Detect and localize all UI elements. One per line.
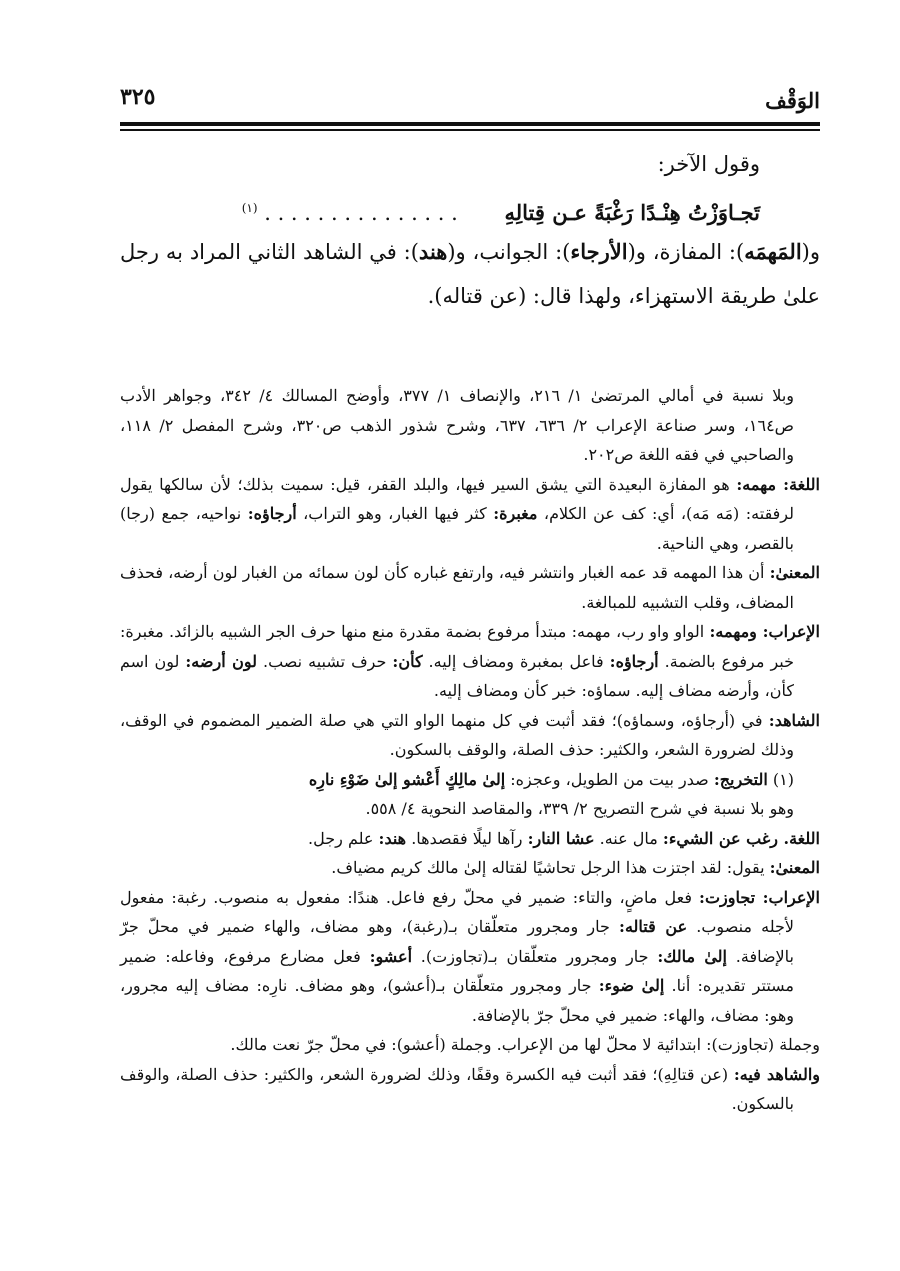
running-head: الوَقْف bbox=[765, 88, 820, 113]
gloss-paragraph: و(المَهمَه): المفازة، و(الأرجاء): الجوانب، و(هند): في الشاهد الثاني المراد به رجل علىٰ طريقة الاستهزاء، ولهذا قال: (عن قتاله). bbox=[120, 239, 820, 308]
note-mana-2: المعنىٰ: يقول: لقد اجتزت هذا الرجل تحاشيًا لقتاله إلىٰ مالك كريم مضياف. bbox=[331, 858, 820, 877]
main-text bbox=[120, 142, 820, 318]
note-lugha-2: اللغة. رغب عن الشيء: مال عنه. عشا النار: رآها ليلًا فقصدها. هند: علم رجل. bbox=[308, 828, 820, 848]
note-mana-1: المعنىٰ: أن هذا المهمه قد عمه الغبار وانتشر فيه، وارتفع غباره كأن لون سمائه من الغبار لون أرضه، فحذف المضاف، وقلب التشبيه للمبالغة. bbox=[120, 563, 820, 612]
note-shahid-2: والشاهد فيه: (عن قتالِهِ)؛ فقد أثبت فيه الكسرة وقفًا، وذلك لضرورة الشعر، والكثير: حذف الصلة، والوقف بالسكون. bbox=[120, 1064, 821, 1113]
note-irab-1: الإعراب: ومهمه: الواو واو رب، مهمه: مبتدأ مرفوع بضمة مقدرة منع منها حرف الجر الشبيه بالزائد. مغبرة: خبر مرفوع بالضمة. أرجاؤه: فاعل بمغبرة ومضاف إليه. كأن: حرف تشبيه نصب. لون أرضه: لون اسم كأن، وأرضه مضاف إليه. سماؤه: خبر كأن ومضاف إليه. bbox=[120, 622, 820, 700]
gloss-term-mahmah: المَهمَه bbox=[744, 239, 802, 264]
note-jumla: وجملة (تجاوزت): ابتدائية لا محلّ لها من الإعراب. وجملة (أعشو): في محلّ جرّ نعت مالك. bbox=[230, 1035, 820, 1054]
note-lugha-1: اللغة: مهمه: هو المفازة البعيدة التي يشق السير فيها، والبلد القفر، قيل: سميت بذلك؛ لأن سالكها يقول لرفقته: (مَه مَه)، أي: كف عن الكلام، مغبرة: كثر فيها الغبار، وهو التراب، أرجاؤه: نواحيه، جمع (رجا) بالقصر، وهي الناحية. bbox=[120, 474, 820, 553]
footnote-1-sources: وهو بلا نسبة في شرح التصريح ٢/ ٣٣٩، والمقاصد النحوية ٤/ ٥٥٨. bbox=[365, 799, 794, 818]
intro-line: وقول الآخر: bbox=[657, 152, 760, 176]
footnotes bbox=[120, 381, 820, 1119]
note-prev-takhrij: وبلا نسبة في أمالي المرتضىٰ ١/ ٢١٦، والإنصاف ١/ ٣٧٧، وأوضح المسالك ٤/ ٣٤٢، وجواهر الأدب ص١٦٤، وسر صناعة الإعراب ٢/ ٦٣٦، ٦٣٧، وشرح شذور الذهب ص٣٢٠، وشرح المفصل ٢/ ١١٨، والصاحبي في فقه اللغة ص٢٠٢. bbox=[120, 386, 795, 464]
poetry-verse bbox=[120, 186, 820, 230]
verse-second-hemistich: إلىٰ مالِكٍ أَعْشو إلىٰ ضَوْءِ نارِه bbox=[308, 769, 506, 789]
page-header bbox=[120, 84, 820, 118]
note-shahid-1: الشاهد: في (أرجاؤه، وسماؤه)؛ فقد أثبت في كل منهما الواو التي هي صلة الضمير المضموم في الوقف، وذلك لضرورة الشعر، والكثير: حذف الصلة، والوقف بالسكون. bbox=[120, 710, 820, 759]
header-rule-thick bbox=[120, 122, 820, 126]
header-rule-thin bbox=[120, 129, 820, 131]
footnote-1-number: (١) bbox=[772, 769, 794, 789]
page-number: ٣٢٥ bbox=[120, 84, 156, 110]
verse-first-hemistich: تَجـاوَزْتُ هِنْـدًا رَغْبَةً عـن قِتالِهِ bbox=[504, 200, 760, 225]
note-irab-2: الإعراب: تجاوزت: فعل ماضٍ، والتاء: ضمير في محلّ رفع فاعل. هندًا: مفعول به منصوب. رغبة: مفعول لأجله منصوب. عن قتاله: جار ومجرور متعلّقان بـ(رغبة)، وهو مضاف، والهاء ضمير في محلّ جرّ بالإضافة. إلىٰ مالك: جار ومجرور متعلّقان بـ(تجاوزت). أعشو: فعل مضارع مرفوع، وفاعله: ضمير مستتر تقديره: أنا. إلىٰ ضوء: جار ومجرور متعلّقان بـ(أعشو)، وهو مضاف. نارِه: مضاف إليه مجرور، وهو: مضاف، والهاء: ضمير في محلّ جرّ بالإضافة. bbox=[120, 887, 820, 1025]
gloss-term-arja: الأرجاء bbox=[570, 239, 628, 264]
gloss-term-hind: هند bbox=[418, 239, 448, 264]
footnote-1: (١) التخريج: صدر بيت من الطويل، وعجزه: إلىٰ مالِكٍ أَعْشو إلىٰ ضَوْءِ نارِه bbox=[308, 769, 794, 789]
verse-ellipsis: . . . . . . . . . . . . . . . bbox=[264, 201, 458, 225]
footnote-marker: (١) bbox=[241, 201, 258, 215]
